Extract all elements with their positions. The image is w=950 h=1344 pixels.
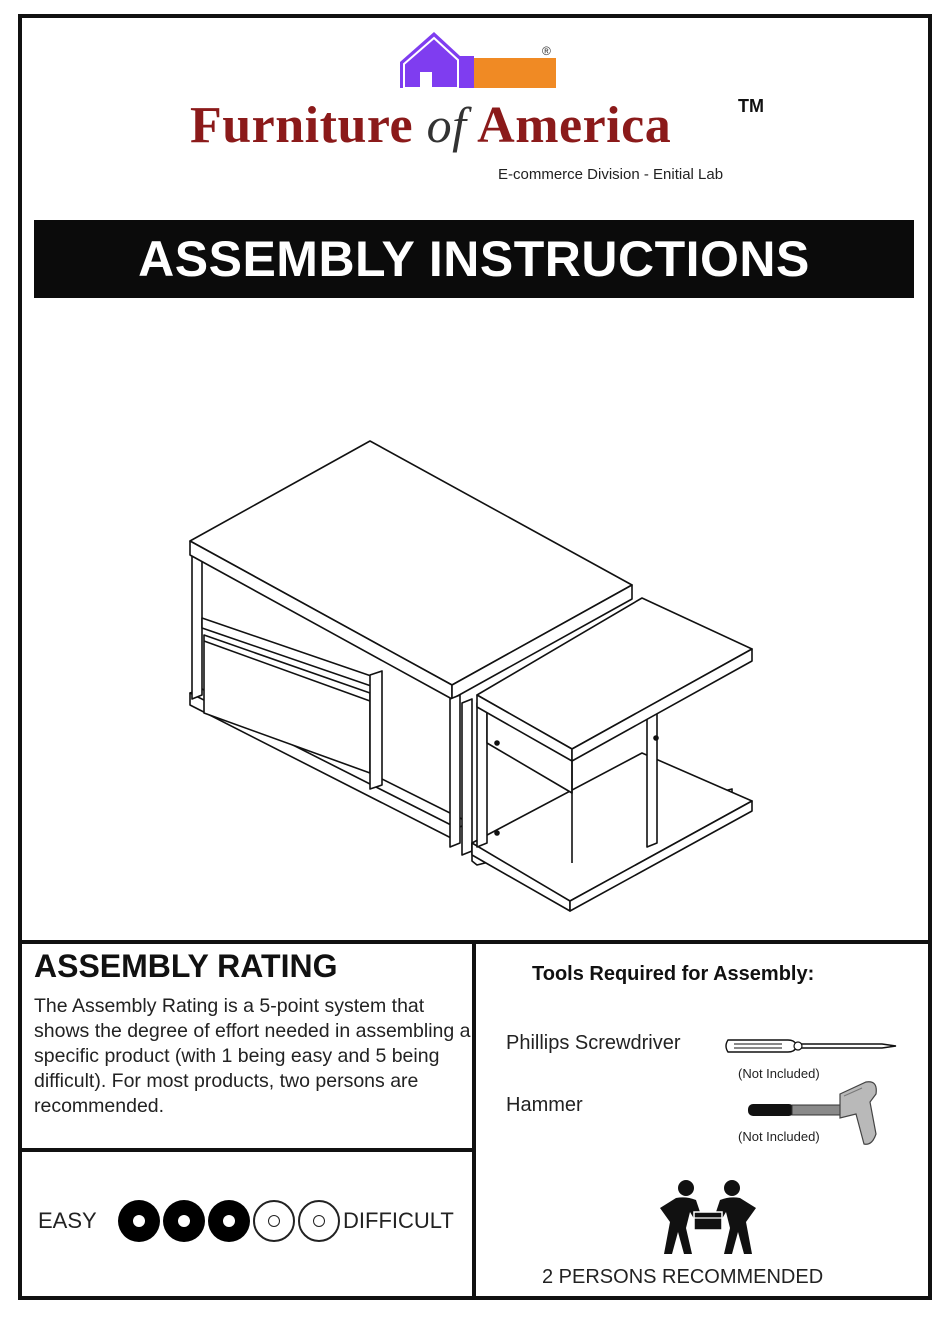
screwdriver-note: (Not Included) (738, 1066, 820, 1081)
persons-recommended-label: 2 PERSONS RECOMMENDED (542, 1266, 824, 1288)
rating-dot-1 (118, 1200, 160, 1242)
division-text: E-commerce Division - Enitial Lab (498, 166, 724, 183)
screwdriver-icon (722, 1030, 902, 1062)
coffee-table-illustration (172, 413, 772, 933)
page-title: ASSEMBLY INSTRUCTIONS (34, 220, 914, 298)
tool-name-screwdriver: Phillips Screwdriver (506, 1032, 681, 1054)
brand-name (190, 96, 790, 176)
rating-divider (22, 1148, 474, 1152)
easy-label: EASY (38, 1208, 97, 1233)
rating-dot-5 (298, 1200, 340, 1242)
tools-heading: Tools Required for Assembly: (532, 963, 815, 985)
trademark-mark: TM (738, 96, 764, 116)
page-frame (18, 14, 932, 1300)
rating-dot-2 (163, 1200, 205, 1242)
brand-header (22, 18, 928, 218)
rating-dot-4 (253, 1200, 295, 1242)
two-persons-lifting-icon (656, 1178, 760, 1258)
hammer-note: (Not Included) (738, 1129, 820, 1144)
assembly-rating-description: The Assembly Rating is a 5-point system that shows the degree of effort needed in assembling a specific product (with 1 being easy and 5 being difficult). For most products, two persons are recommended. (34, 995, 471, 1117)
assembly-rating-heading: ASSEMBLY RATING (34, 948, 338, 984)
brand-name-part1: Furniture (190, 97, 414, 154)
registered-mark: ® (542, 44, 551, 58)
brand-name-part2: of (426, 97, 467, 153)
rating-dot-3 (208, 1200, 250, 1242)
difficult-label: DIFFICULT (343, 1208, 454, 1233)
brand-name-part3: America (477, 97, 672, 154)
house-logo-icon (398, 30, 558, 92)
tool-name-hammer: Hammer (506, 1094, 583, 1116)
